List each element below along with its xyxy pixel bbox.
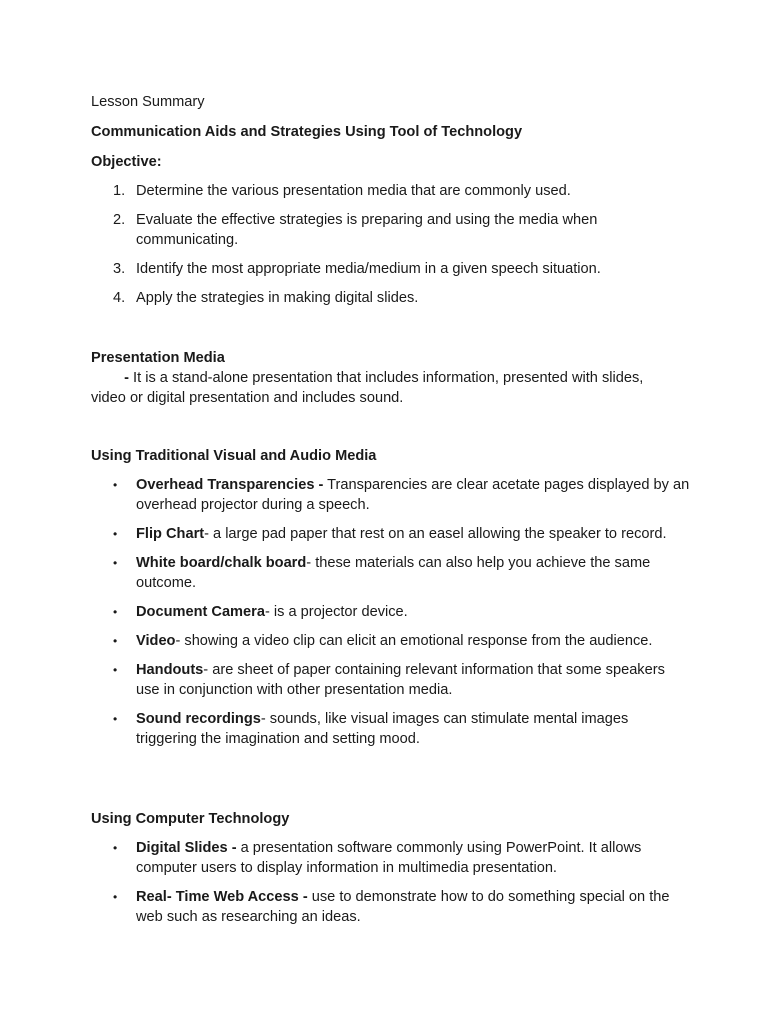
- presentation-media-definition: [91, 368, 681, 408]
- item-term: Video: [136, 633, 176, 649]
- objective-heading: Objective:: [91, 154, 162, 170]
- computer-technology-heading: Using Computer Technology: [91, 811, 290, 827]
- bullet-icon: •: [113, 556, 118, 570]
- item-term: Overhead Transparencies -: [136, 477, 324, 493]
- item-term: Digital Slides -: [136, 840, 237, 856]
- item-term: Handouts: [136, 662, 204, 678]
- item-description: a presentation software commonly using PowerPoint. It allows computer users to display information in multimedia presentation.: [136, 840, 642, 876]
- item-term: Real- Time Web Access -: [136, 889, 308, 905]
- item-description: - these materials can also help you achieve the same outcome.: [136, 555, 651, 591]
- definition-text: It is a stand-alone presentation that includes information, presented with slides, video or digital presentation and includes sound.: [91, 370, 644, 406]
- item-description: - showing a video clip can elicit an emotional response from the audience.: [175, 633, 653, 649]
- list-number: 1.: [113, 183, 126, 199]
- list-item: [91, 887, 691, 927]
- item-description: Transparencies are clear acetate pages displayed by an overhead projector during a speech.: [136, 477, 690, 513]
- item-term: Sound recordings: [136, 711, 261, 727]
- bullet-icon: •: [113, 890, 118, 904]
- objective-text: Apply the strategies in making digital slides.: [136, 290, 419, 306]
- item-term: Document Camera: [136, 604, 265, 620]
- bullet-icon: •: [113, 478, 118, 492]
- objective-text: Identify the most appropriate media/medium in a given speech situation.: [136, 261, 601, 277]
- item-description: - are sheet of paper containing relevant information that some speakers use in conjunction with other presentation media.: [136, 662, 665, 698]
- document-title: Communication Aids and Strategies Using Tool of Technology: [91, 124, 523, 140]
- bullet-icon: •: [113, 663, 118, 677]
- list-item: [91, 475, 691, 515]
- list-item: [91, 838, 691, 878]
- item-term: Flip Chart: [136, 526, 205, 542]
- objectives-list: [91, 181, 691, 317]
- item-description: - is a projector device.: [264, 604, 408, 620]
- list-item: [91, 524, 691, 544]
- list-item: [91, 631, 691, 651]
- bullet-icon: •: [113, 841, 118, 855]
- definition-dash: -: [124, 370, 129, 386]
- presentation-media-heading: Presentation Media: [91, 350, 225, 366]
- list-item: [91, 602, 691, 622]
- bullet-icon: •: [113, 527, 118, 541]
- bullet-icon: •: [113, 634, 118, 648]
- traditional-media-list: [91, 475, 691, 758]
- list-item: [91, 553, 691, 593]
- list-item: [91, 288, 691, 308]
- item-description: use to demonstrate how to do something special on the web such as researching an ideas.: [136, 889, 670, 925]
- bullet-icon: •: [113, 712, 118, 726]
- list-item: [91, 660, 691, 700]
- list-item: [91, 709, 691, 749]
- list-item: [91, 259, 691, 279]
- list-number: 3.: [113, 261, 126, 277]
- item-term: White board/chalk board: [136, 555, 307, 571]
- list-number: 4.: [113, 290, 126, 306]
- list-item: [91, 210, 691, 250]
- objective-text: Evaluate the effective strategies is preparing and using the media when communicating.: [136, 212, 598, 248]
- list-item: [91, 181, 691, 201]
- computer-technology-list: [91, 838, 691, 936]
- item-description: - a large pad paper that rest on an easel allowing the speaker to record.: [204, 526, 667, 542]
- item-description: - sounds, like visual images can stimulate mental images triggering the imagination and setting mood.: [136, 711, 629, 747]
- bullet-icon: •: [113, 605, 118, 619]
- traditional-media-heading: Using Traditional Visual and Audio Media: [91, 448, 377, 464]
- objective-text: Determine the various presentation media that are commonly used.: [136, 183, 571, 199]
- lesson-summary-label: Lesson Summary: [91, 94, 205, 110]
- list-number: 2.: [113, 212, 126, 228]
